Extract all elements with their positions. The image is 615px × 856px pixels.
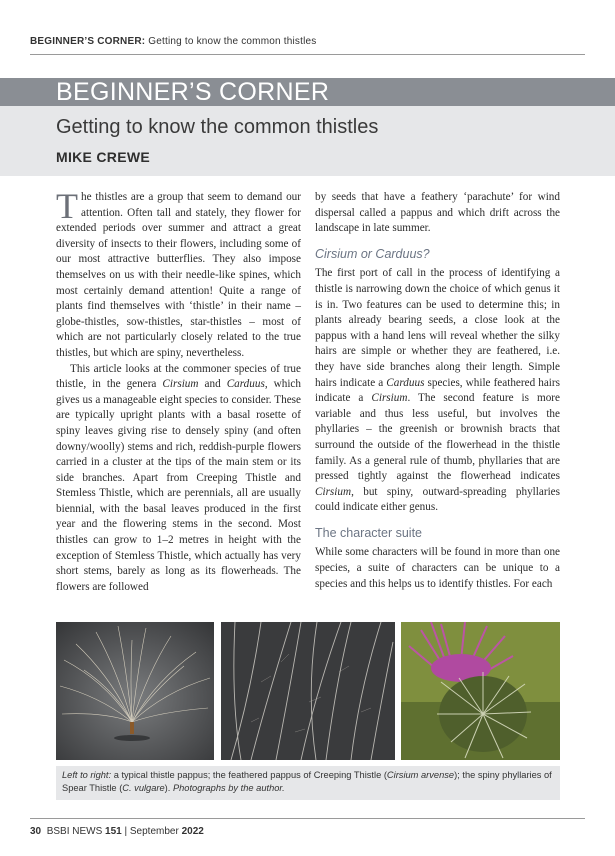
photo-thistle-pappus-image	[56, 622, 214, 760]
paragraph-character-suite: While some characters will be found in more than one species, a suite of characters can be unique to a species and this helps us to identify thistles. For each	[315, 546, 560, 590]
paragraph-intro-text: he thistles are a group that seem to demand our attention. Often tall and stately, they flower for extended periods over summer and attract a great diversity of insects to their flowers, including some of our most attractive butterflies. They also impose themselves on us with their needle-like spines, which most certainly demand attention! Quite a range of plants find themselves with ‘thistle’ in their name – globe-thistles, sow-thistles, star-thistles – most of which are not particularly closely related to the true thistles, but which are spiny, nevertheless.	[56, 191, 301, 359]
text-run: , which gives us a manageable eight species to consider. These are typically upright plants with a basal rosette of spiny leaves giving rise to densely spiny (and often downy/woolly) stems and rich, reddish-purple flowers carried in a cluster at the tips of the main stem or its side branches. Apart from Creeping Thistle and Stemless Thistle, which are perennials, all are usually biennial, with the basal leaves produced in the first year and the flowering stems in the second. Most thistles can grow to 1–2 metres in height with the exception of Stemless Thistle, which actually has very short stems, barely as long as its flowerheads. The flowers are followed	[56, 378, 301, 593]
photo-spear-thistle-phyllaries	[401, 622, 560, 760]
genus-name: Cirsium	[162, 378, 199, 391]
drop-cap: T	[56, 186, 78, 226]
photo-thistle-pappus	[56, 622, 214, 760]
body-column-left	[56, 186, 301, 595]
running-head	[30, 36, 316, 47]
body-column-right	[315, 190, 560, 592]
genus-name: Cirsium	[371, 392, 408, 405]
issue-number: 151	[105, 826, 122, 837]
caption-lead: Left to right:	[62, 770, 112, 780]
photo-feathered-pappus-image	[221, 622, 395, 760]
figure-caption	[56, 766, 560, 800]
article-title: Getting to know the common thistles	[56, 116, 379, 138]
issue-year: 2022	[181, 826, 204, 837]
header-rule	[30, 54, 585, 55]
paragraph-seeds: by seeds that have a feathery ‘parachute’ for wind dispersal called a pappus and which drift across the landscape in late summer.	[315, 191, 560, 235]
photo-feathered-pappus	[221, 622, 395, 760]
genus-name: Cirsium	[315, 485, 352, 498]
section-banner	[0, 78, 615, 106]
text-run: and	[198, 378, 227, 391]
article-title-box	[0, 106, 615, 176]
paragraph-genera	[56, 362, 301, 596]
text-run: species, while feathered hairs indicate a	[315, 376, 560, 405]
section-heading-genus: Cirsium or Carduus?	[315, 246, 430, 261]
text-run: , but spiny, outward-spreading phyllaries could indicate either genus.	[315, 485, 560, 514]
section-heading-character-suite: The character suite	[315, 525, 422, 540]
article-author: MIKE CREWE	[56, 149, 150, 165]
genus-name: Carduus	[226, 378, 265, 391]
paragraph-intro	[56, 186, 301, 362]
photo-spear-thistle-image	[401, 622, 560, 760]
publication-name: BSBI NEWS	[46, 826, 103, 837]
text-run: This article looks at the commoner species of true thistle, in the genera	[56, 362, 301, 391]
caption-text: ); the spiny phyllaries of Spear Thistle (	[62, 770, 552, 793]
caption-text: a typical thistle pappus; the feathered pappus of Creeping Thistle (	[111, 770, 387, 780]
section-banner-label: BEGINNER’S CORNER	[56, 78, 330, 106]
running-head-title: Getting to know the common thistles	[145, 36, 317, 47]
text-run: . The second feature is more variable and thus less useful, but involves the phyllaries – the greenish or brownish bracts that surround the outside of the flowerhead in the thistle family. As a general rule of thumb, phyllaries that are pressed tightly against the flowerhead indicates	[315, 392, 560, 483]
page-footer	[30, 826, 204, 837]
species-name: Cirsium arvense	[386, 770, 455, 780]
genus-name: Carduus	[386, 376, 425, 389]
text-run: The first port of call in the process of identifying a thistle is narrowing down the choice of which genus it is in. Two features can be used to determine this; in plants already bearing seeds, a close look at the pappus with a hand lens will reveal whether the silky hairs are simple or whether they are feathered, i.e. they have side branches along their length. Simple hairs indicate a	[315, 267, 560, 389]
paragraph-identify	[315, 266, 560, 516]
footer-rule	[30, 818, 585, 819]
species-name: C. vulgare	[122, 783, 165, 793]
photo-credit: Photographs by the author.	[172, 783, 285, 793]
caption-text: ).	[164, 783, 173, 793]
running-head-section: BEGINNER’S CORNER:	[30, 36, 146, 47]
footer-separator: |	[121, 826, 130, 837]
page-number: 30	[30, 826, 42, 837]
issue-month: September	[129, 826, 182, 837]
